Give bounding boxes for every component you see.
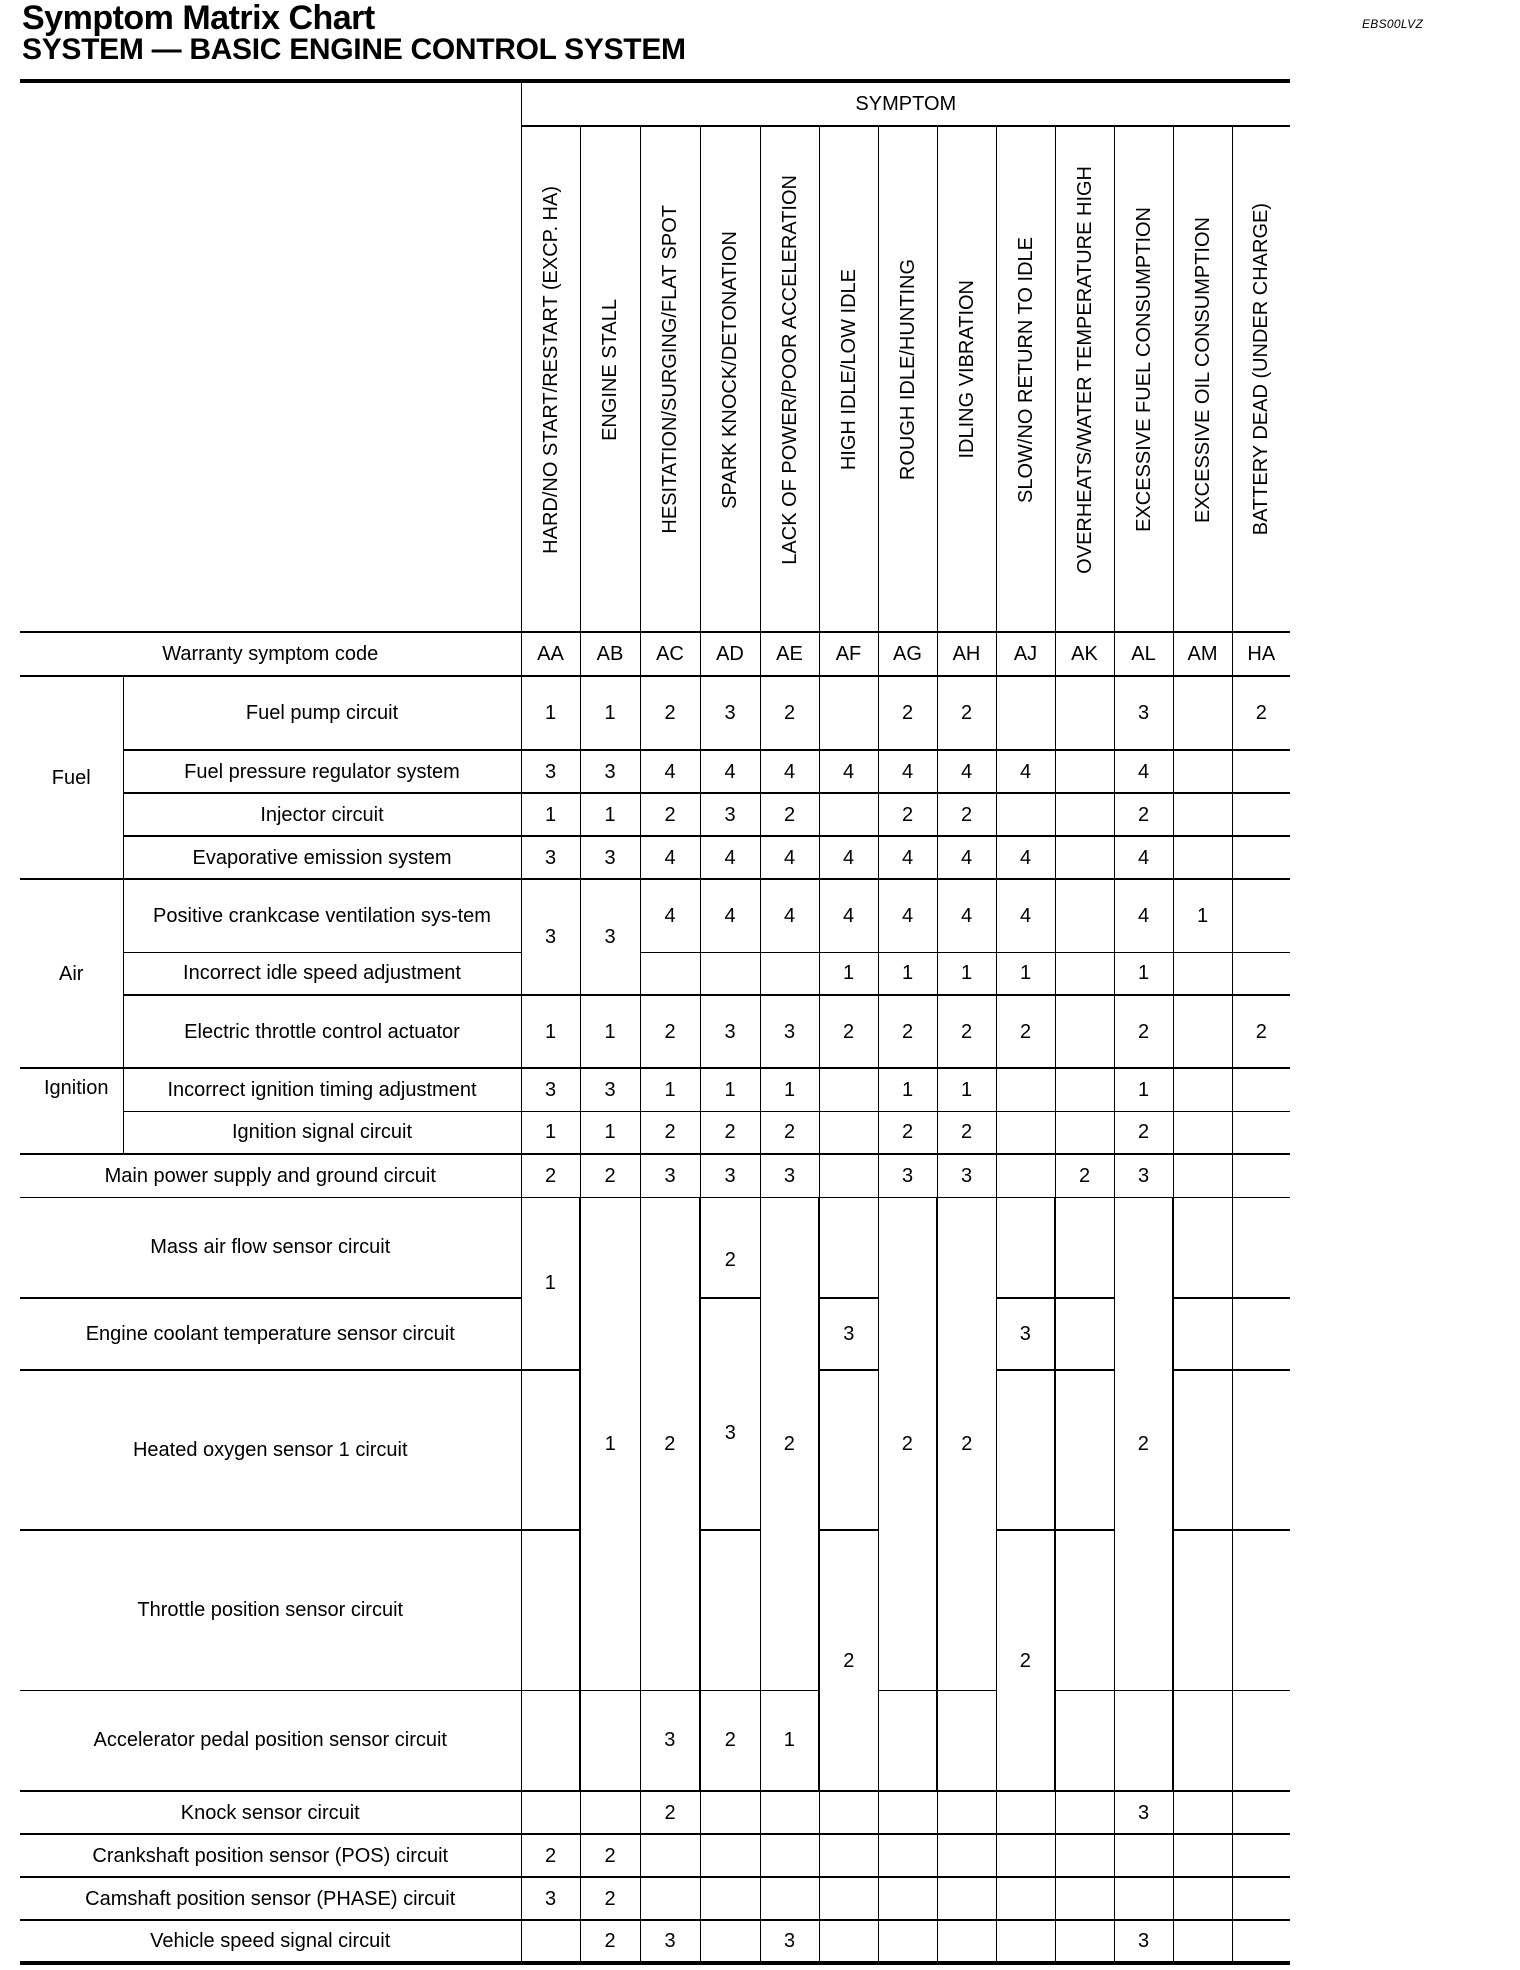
symptom-col-aa: HARD/NO START/RESTART (EXCP. HA) xyxy=(521,126,580,632)
value-cell: 1 xyxy=(996,952,1055,995)
value-cell xyxy=(521,1791,580,1834)
value-cell: 4 xyxy=(996,879,1055,952)
value-cell xyxy=(819,793,878,836)
value-cell xyxy=(760,1834,819,1877)
value-cell: 2 xyxy=(878,995,937,1068)
value-cell-merged: 2 xyxy=(1114,1197,1173,1690)
value-cell xyxy=(1232,952,1290,995)
value-cell: 4 xyxy=(819,879,878,952)
symptom-col-ac: HESITATION/SURGING/FLAT SPOT xyxy=(640,126,700,632)
symptom-col-ha: BATTERY DEAD (UNDER CHARGE) xyxy=(1232,126,1290,632)
table-row xyxy=(20,1834,1290,1877)
value-cell: 2 xyxy=(1114,1111,1173,1154)
value-cell: 2 xyxy=(878,793,937,836)
code-cell: AB xyxy=(580,632,640,676)
document-id: EBS00LVZ xyxy=(1362,17,1424,31)
value-cell xyxy=(1173,836,1232,879)
value-cell xyxy=(1173,1068,1232,1111)
value-cell xyxy=(1232,1197,1290,1298)
value-cell: 2 xyxy=(640,676,700,750)
value-cell xyxy=(1055,676,1114,750)
value-cell xyxy=(878,1920,937,1963)
value-cell: 4 xyxy=(878,836,937,879)
value-cell xyxy=(819,1197,878,1298)
value-cell: 4 xyxy=(996,836,1055,879)
value-cell: 3 xyxy=(760,995,819,1068)
value-cell: 2 xyxy=(700,1197,760,1298)
value-cell: 3 xyxy=(760,1920,819,1963)
symptom-matrix-table xyxy=(20,83,1290,1965)
value-cell xyxy=(996,1068,1055,1111)
value-cell xyxy=(640,1834,700,1877)
code-cell: AH xyxy=(937,632,996,676)
value-cell xyxy=(1055,1111,1114,1154)
value-cell: 1 xyxy=(1173,879,1232,952)
code-cell: AJ xyxy=(996,632,1055,676)
value-cell: 3 xyxy=(700,676,760,750)
value-cell xyxy=(1114,1690,1173,1791)
value-cell xyxy=(996,1834,1055,1877)
value-cell: 2 xyxy=(1114,793,1173,836)
value-cell xyxy=(1232,1068,1290,1111)
page-subtitle: SYSTEM — BASIC ENGINE CONTROL SYSTEM xyxy=(22,33,686,66)
value-cell: 4 xyxy=(1114,879,1173,952)
value-cell xyxy=(1232,1530,1290,1690)
symptom-col-aj: SLOW/NO RETURN TO IDLE xyxy=(996,126,1055,632)
group-air: Air xyxy=(20,879,123,1068)
symptom-col-am: EXCESSIVE OIL CONSUMPTION xyxy=(1173,126,1232,632)
table-row xyxy=(20,793,1290,836)
value-cell: 1 xyxy=(700,1068,760,1111)
value-cell: 1 xyxy=(1114,1068,1173,1111)
value-cell: 2 xyxy=(819,995,878,1068)
group-ignition: Ignition xyxy=(20,1068,123,1154)
code-cell: AL xyxy=(1114,632,1173,676)
value-cell xyxy=(760,1877,819,1920)
value-cell: 2 xyxy=(521,1154,580,1197)
value-cell xyxy=(1173,1877,1232,1920)
value-cell xyxy=(760,1791,819,1834)
value-cell-merged: 2 xyxy=(937,1197,996,1690)
table-row xyxy=(20,1920,1290,1963)
value-cell: 2 xyxy=(640,1791,700,1834)
value-cell xyxy=(819,1068,878,1111)
table-row xyxy=(20,1111,1290,1154)
value-cell: 3 xyxy=(1114,676,1173,750)
table-row xyxy=(20,1877,1290,1920)
value-cell: 4 xyxy=(640,750,700,793)
value-cell: 3 xyxy=(521,836,580,879)
table-row xyxy=(20,1154,1290,1197)
row-label: Knock sensor circuit xyxy=(20,1791,521,1834)
value-cell-merged: 2 xyxy=(878,1197,937,1690)
symptom-col-ak: OVERHEATS/WATER TEMPERATURE HIGH xyxy=(1055,126,1114,632)
row-label: Main power supply and ground circuit xyxy=(20,1154,521,1197)
value-cell: 1 xyxy=(878,952,937,995)
table-row xyxy=(20,879,1290,952)
value-cell: 3 xyxy=(521,750,580,793)
value-cell xyxy=(1055,1877,1114,1920)
warranty-label: Warranty symptom code xyxy=(20,632,521,676)
value-cell: 4 xyxy=(1114,836,1173,879)
value-cell xyxy=(1232,1690,1290,1791)
value-cell xyxy=(937,1920,996,1963)
value-cell: 2 xyxy=(1232,676,1290,750)
value-cell: 1 xyxy=(878,1068,937,1111)
value-cell xyxy=(1055,1690,1114,1791)
value-cell: 2 xyxy=(937,995,996,1068)
value-cell xyxy=(1055,1068,1114,1111)
value-cell xyxy=(1173,1690,1232,1791)
value-cell: 1 xyxy=(580,676,640,750)
value-cell xyxy=(1232,1154,1290,1197)
value-cell: 2 xyxy=(580,1877,640,1920)
value-cell: 2 xyxy=(1232,995,1290,1068)
value-cell: 4 xyxy=(640,879,700,952)
value-cell xyxy=(1232,836,1290,879)
value-cell xyxy=(700,1877,760,1920)
value-cell: 1 xyxy=(819,952,878,995)
value-cell-merged: 2 xyxy=(640,1197,700,1690)
value-cell: 4 xyxy=(1114,750,1173,793)
value-cell xyxy=(819,1834,878,1877)
value-cell: 1 xyxy=(580,995,640,1068)
row-label: Ignition signal circuit xyxy=(123,1111,521,1154)
value-cell xyxy=(1173,1920,1232,1963)
value-cell: 3 xyxy=(1114,1791,1173,1834)
value-cell xyxy=(1173,1834,1232,1877)
value-cell xyxy=(819,1370,878,1530)
value-cell: 3 xyxy=(700,1154,760,1197)
row-label: Accelerator pedal position sensor circuit xyxy=(20,1690,521,1791)
value-cell xyxy=(1173,1791,1232,1834)
value-cell: 2 xyxy=(760,1111,819,1154)
value-cell-merged: 2 xyxy=(819,1530,878,1791)
value-cell: 3 xyxy=(580,836,640,879)
value-cell xyxy=(1232,1834,1290,1877)
value-cell xyxy=(819,676,878,750)
value-cell: 2 xyxy=(580,1154,640,1197)
row-label: Positive crankcase ventilation sys-tem xyxy=(123,879,521,952)
table-row xyxy=(20,1791,1290,1834)
row-label: Throttle position sensor circuit xyxy=(20,1530,521,1690)
value-cell: 1 xyxy=(1114,952,1173,995)
symptom-header: SYMPTOM xyxy=(521,83,1290,126)
value-cell: 1 xyxy=(521,1111,580,1154)
symptom-col-al: EXCESSIVE FUEL CONSUMPTION xyxy=(1114,126,1173,632)
row-label: Fuel pressure regulator system xyxy=(123,750,521,793)
value-cell: 4 xyxy=(878,750,937,793)
value-cell xyxy=(1173,676,1232,750)
code-cell: AD xyxy=(700,632,760,676)
value-cell xyxy=(1055,952,1114,995)
row-label: Crankshaft position sensor (POS) circuit xyxy=(20,1834,521,1877)
table-row xyxy=(20,1690,1290,1791)
row-label: Electric throttle control actuator xyxy=(123,995,521,1068)
corner-blank xyxy=(20,83,521,632)
value-cell xyxy=(937,1791,996,1834)
value-cell: 1 xyxy=(760,1690,819,1791)
row-label: Incorrect idle speed adjustment xyxy=(123,952,521,995)
value-cell xyxy=(1055,1197,1114,1298)
value-cell: 2 xyxy=(700,1690,760,1791)
row-label: Engine coolant temperature sensor circuit xyxy=(20,1298,521,1370)
value-cell: 3 xyxy=(521,1068,580,1111)
value-cell: 4 xyxy=(937,879,996,952)
value-cell xyxy=(937,1690,996,1791)
table-row xyxy=(20,995,1290,1068)
code-cell: AF xyxy=(819,632,878,676)
value-cell xyxy=(996,1791,1055,1834)
value-cell xyxy=(1055,793,1114,836)
symptom-col-ag: ROUGH IDLE/HUNTING xyxy=(878,126,937,632)
value-cell xyxy=(640,952,700,995)
value-cell: 4 xyxy=(700,750,760,793)
value-cell-merged: 2 xyxy=(996,1530,1055,1791)
code-cell: HA xyxy=(1232,632,1290,676)
row-label: Injector circuit xyxy=(123,793,521,836)
value-cell: 3 xyxy=(640,1690,700,1791)
value-cell xyxy=(819,1111,878,1154)
row-label: Mass air flow sensor circuit xyxy=(20,1197,521,1298)
value-cell xyxy=(819,1154,878,1197)
value-cell: 4 xyxy=(760,879,819,952)
value-cell: 3 xyxy=(640,1154,700,1197)
table-row xyxy=(20,676,1290,750)
value-cell xyxy=(1055,750,1114,793)
value-cell xyxy=(1173,1370,1232,1530)
value-cell-merged: 1 xyxy=(521,1197,580,1370)
warranty-code-row xyxy=(20,632,1290,676)
table-row xyxy=(20,1197,1290,1298)
value-cell: 3 xyxy=(937,1154,996,1197)
value-cell xyxy=(1114,1834,1173,1877)
value-cell xyxy=(878,1834,937,1877)
value-cell xyxy=(1055,879,1114,952)
value-cell xyxy=(1055,1791,1114,1834)
value-cell: 2 xyxy=(760,676,819,750)
code-cell: AC xyxy=(640,632,700,676)
value-cell: 2 xyxy=(937,1111,996,1154)
row-label: Heated oxygen sensor 1 circuit xyxy=(20,1370,521,1530)
value-cell xyxy=(700,1530,760,1690)
value-cell: 2 xyxy=(700,1111,760,1154)
value-cell-merged: 1 xyxy=(580,1197,640,1690)
value-cell: 4 xyxy=(996,750,1055,793)
value-cell: 1 xyxy=(937,952,996,995)
value-cell: 2 xyxy=(640,1111,700,1154)
value-cell: 4 xyxy=(700,879,760,952)
table-row xyxy=(20,836,1290,879)
value-cell xyxy=(700,952,760,995)
value-cell-merged: 3 xyxy=(580,879,640,995)
value-cell xyxy=(1173,793,1232,836)
value-cell xyxy=(878,1690,937,1791)
value-cell xyxy=(1055,1298,1114,1370)
row-label: Evaporative emission system xyxy=(123,836,521,879)
value-cell: 3 xyxy=(760,1154,819,1197)
value-cell xyxy=(1055,995,1114,1068)
value-cell: 4 xyxy=(760,750,819,793)
value-cell-merged: 3 xyxy=(521,879,580,995)
value-cell xyxy=(1055,1920,1114,1963)
value-cell-merged: 3 xyxy=(700,1298,760,1530)
value-cell: 3 xyxy=(819,1298,878,1370)
value-cell xyxy=(878,1791,937,1834)
value-cell xyxy=(1055,1530,1114,1690)
value-cell: 4 xyxy=(937,750,996,793)
value-cell: 1 xyxy=(937,1068,996,1111)
value-cell xyxy=(1232,1791,1290,1834)
symptom-col-ad: SPARK KNOCK/DETONATION xyxy=(700,126,760,632)
value-cell xyxy=(1232,1920,1290,1963)
value-cell: 2 xyxy=(521,1834,580,1877)
value-cell: 1 xyxy=(640,1068,700,1111)
value-cell xyxy=(996,1920,1055,1963)
value-cell xyxy=(1173,750,1232,793)
row-label: Incorrect ignition timing adjustment xyxy=(123,1068,521,1111)
table-row xyxy=(20,750,1290,793)
value-cell xyxy=(1232,1370,1290,1530)
value-cell: 2 xyxy=(878,676,937,750)
value-cell: 1 xyxy=(521,676,580,750)
value-cell: 2 xyxy=(580,1834,640,1877)
value-cell: 1 xyxy=(521,793,580,836)
value-cell: 2 xyxy=(640,793,700,836)
value-cell xyxy=(996,1197,1055,1298)
value-cell xyxy=(1232,879,1290,952)
value-cell: 2 xyxy=(760,793,819,836)
code-cell: AK xyxy=(1055,632,1114,676)
value-cell: 3 xyxy=(1114,1920,1173,1963)
value-cell xyxy=(1232,1298,1290,1370)
value-cell xyxy=(819,1920,878,1963)
value-cell xyxy=(819,1791,878,1834)
value-cell xyxy=(521,1920,580,1963)
value-cell xyxy=(996,1370,1055,1530)
table-row xyxy=(20,952,1290,995)
symptom-col-af: HIGH IDLE/LOW IDLE xyxy=(819,126,878,632)
value-cell: 3 xyxy=(700,995,760,1068)
value-cell xyxy=(1055,1370,1114,1530)
value-cell: 4 xyxy=(640,836,700,879)
value-cell xyxy=(878,1877,937,1920)
value-cell xyxy=(1173,1111,1232,1154)
value-cell: 3 xyxy=(521,1877,580,1920)
value-cell: 1 xyxy=(760,1068,819,1111)
symptom-col-ah: IDLING VIBRATION xyxy=(937,126,996,632)
value-cell: 4 xyxy=(878,879,937,952)
value-cell xyxy=(1055,1834,1114,1877)
value-cell xyxy=(700,1791,760,1834)
value-cell: 2 xyxy=(580,1920,640,1963)
value-cell: 2 xyxy=(878,1111,937,1154)
code-cell: AA xyxy=(521,632,580,676)
value-cell xyxy=(1055,836,1114,879)
value-cell: 1 xyxy=(521,995,580,1068)
value-cell xyxy=(760,952,819,995)
value-cell xyxy=(521,1370,580,1530)
value-cell: 2 xyxy=(1055,1154,1114,1197)
value-cell xyxy=(580,1791,640,1834)
value-cell: 2 xyxy=(937,676,996,750)
value-cell: 2 xyxy=(1114,995,1173,1068)
value-cell xyxy=(996,1111,1055,1154)
value-cell xyxy=(937,1877,996,1920)
code-cell: AG xyxy=(878,632,937,676)
value-cell xyxy=(937,1834,996,1877)
value-cell: 1 xyxy=(580,793,640,836)
row-label: Fuel pump circuit xyxy=(123,676,521,750)
value-cell: 4 xyxy=(819,750,878,793)
value-cell xyxy=(1173,1154,1232,1197)
value-cell: 4 xyxy=(819,836,878,879)
value-cell: 1 xyxy=(580,1111,640,1154)
value-cell xyxy=(521,1530,580,1690)
value-cell xyxy=(521,1690,580,1791)
value-cell xyxy=(1173,1530,1232,1690)
value-cell: 3 xyxy=(1114,1154,1173,1197)
value-cell: 4 xyxy=(760,836,819,879)
value-cell: 3 xyxy=(878,1154,937,1197)
value-cell xyxy=(996,793,1055,836)
value-cell xyxy=(580,1690,640,1791)
value-cell xyxy=(1173,1298,1232,1370)
page-title: Symptom Matrix Chart xyxy=(22,0,375,37)
value-cell-merged: 2 xyxy=(760,1197,819,1690)
value-cell xyxy=(700,1920,760,1963)
value-cell: 2 xyxy=(996,995,1055,1068)
value-cell: 3 xyxy=(580,1068,640,1111)
value-cell xyxy=(1232,1877,1290,1920)
value-cell xyxy=(819,1877,878,1920)
group-fuel: Fuel xyxy=(20,676,123,879)
value-cell xyxy=(1232,793,1290,836)
row-label: Vehicle speed signal circuit xyxy=(20,1920,521,1963)
value-cell: 4 xyxy=(937,836,996,879)
value-cell xyxy=(1173,995,1232,1068)
value-cell xyxy=(1232,750,1290,793)
value-cell xyxy=(700,1834,760,1877)
value-cell: 4 xyxy=(700,836,760,879)
symptom-col-ae: LACK OF POWER/POOR ACCELERATION xyxy=(760,126,819,632)
code-cell: AE xyxy=(760,632,819,676)
value-cell xyxy=(640,1877,700,1920)
value-cell: 3 xyxy=(640,1920,700,1963)
value-cell: 3 xyxy=(700,793,760,836)
value-cell: 3 xyxy=(580,750,640,793)
table-row xyxy=(20,1068,1290,1111)
value-cell: 3 xyxy=(996,1298,1055,1370)
value-cell xyxy=(1173,952,1232,995)
value-cell xyxy=(1232,1111,1290,1154)
value-cell: 2 xyxy=(640,995,700,1068)
value-cell xyxy=(1114,1877,1173,1920)
value-cell xyxy=(996,676,1055,750)
value-cell: 2 xyxy=(937,793,996,836)
value-cell xyxy=(996,1877,1055,1920)
value-cell xyxy=(1173,1197,1232,1298)
value-cell xyxy=(996,1154,1055,1197)
row-label: Camshaft position sensor (PHASE) circuit xyxy=(20,1877,521,1920)
code-cell: AM xyxy=(1173,632,1232,676)
symptom-col-ab: ENGINE STALL xyxy=(580,126,640,632)
